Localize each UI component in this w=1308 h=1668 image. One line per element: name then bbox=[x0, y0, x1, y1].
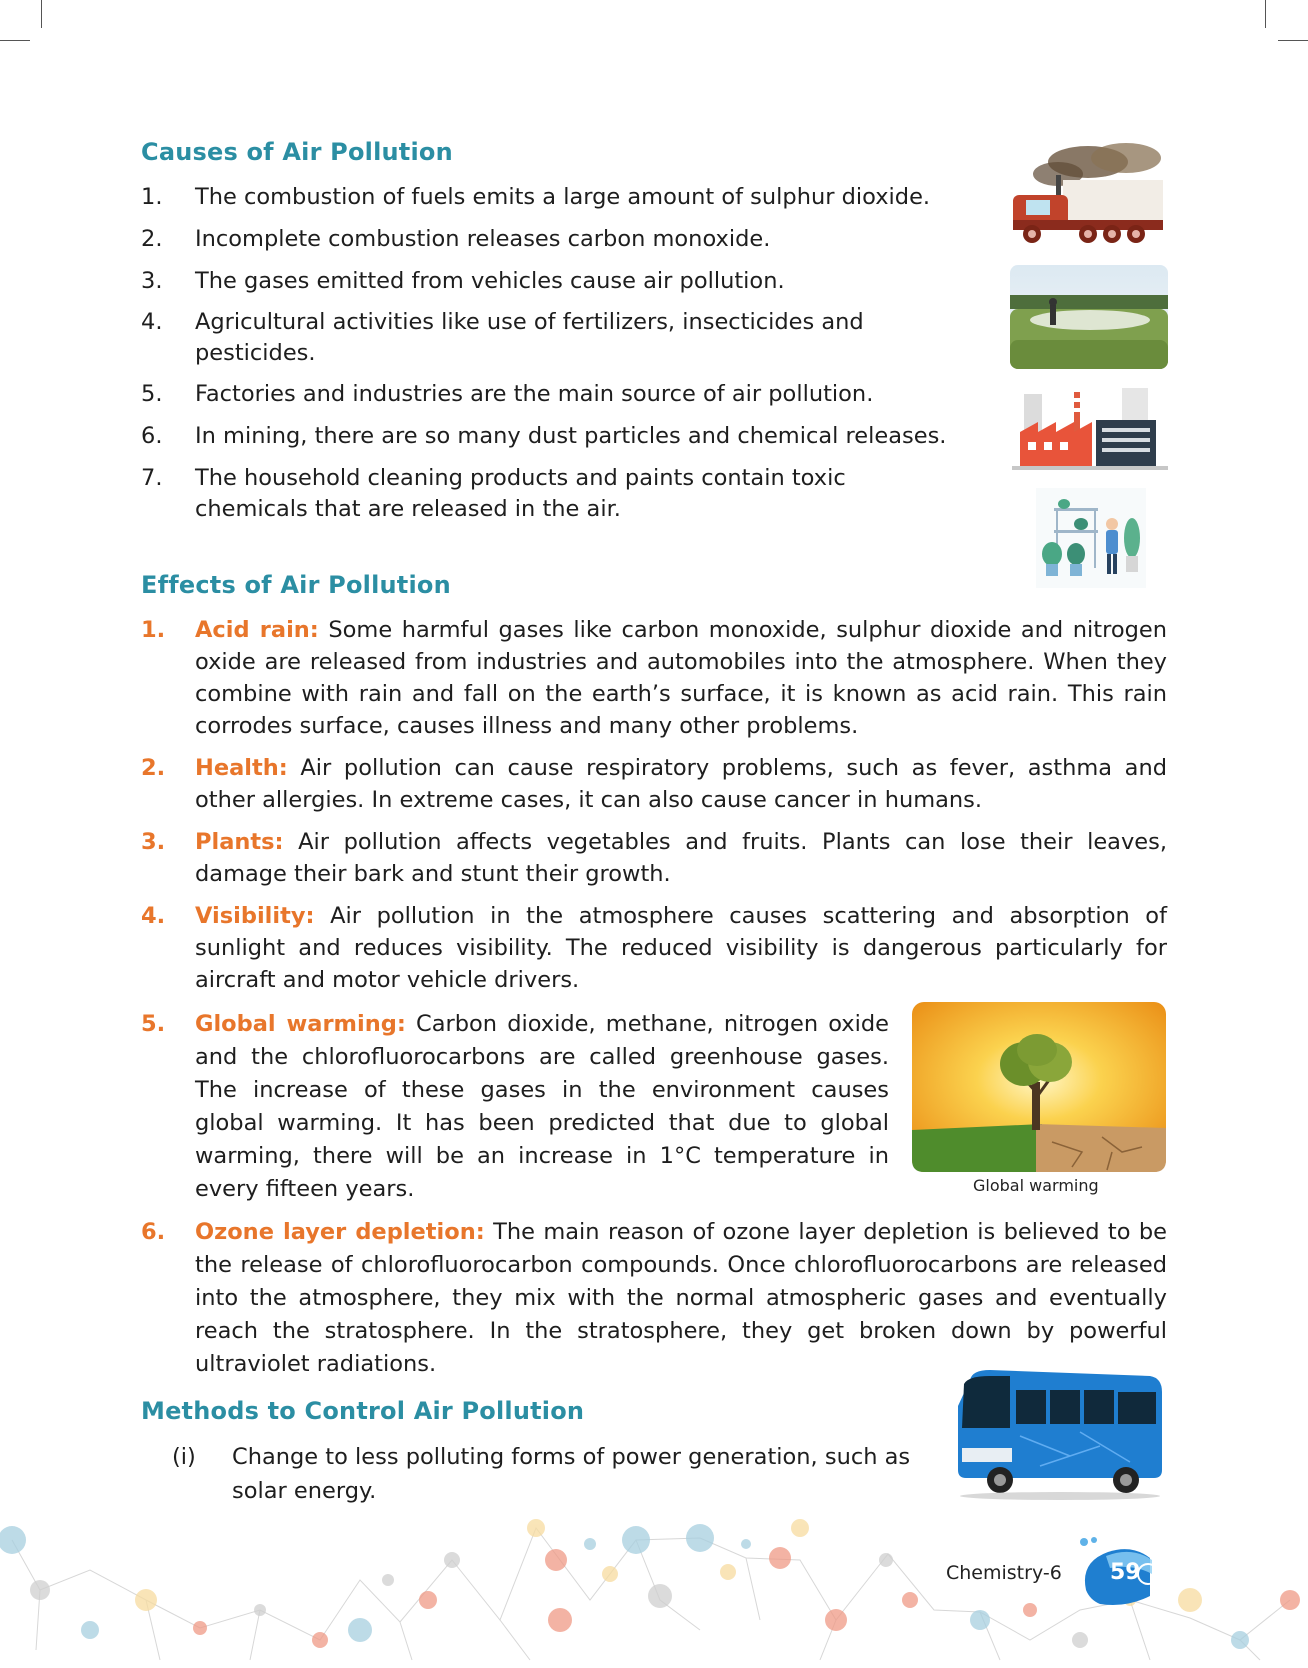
cause-text: Factories and industries are the main source of air pollution. bbox=[195, 381, 874, 407]
cause-number: 2. bbox=[141, 226, 163, 252]
method-text: Change to less polluting forms of power generation, such as solar energy. bbox=[232, 1444, 911, 1504]
page-number: 59 bbox=[1110, 1560, 1141, 1585]
effect-item bbox=[141, 1216, 1167, 1381]
effect-text: Air pollution in the atmosphere causes scattering and absorption of sunlight and reduces visibility. The reduced visibility is dangerous particularly for aircraft and motor vehicle drivers. bbox=[195, 903, 1167, 993]
cause-text: The household cleaning products and paints contain toxic chemicals that are released in the air. bbox=[195, 465, 846, 522]
factory-illustration bbox=[1012, 384, 1168, 472]
cause-item bbox=[141, 379, 961, 410]
footer-subject: Chemistry-6 bbox=[946, 1562, 1062, 1584]
crop-mark bbox=[41, 0, 42, 28]
cause-text: In mining, there are so many dust particles and chemical releases. bbox=[195, 423, 947, 449]
field-spraying-photo bbox=[1010, 265, 1168, 369]
electric-bus-illustration bbox=[950, 1366, 1166, 1502]
effect-term: Visibility: bbox=[195, 903, 315, 929]
effect-term: Acid rain: bbox=[195, 617, 319, 643]
method-number: (i) bbox=[172, 1444, 196, 1470]
effect-text: Carbon dioxide, methane, nitrogen oxide and the chlorofluorocarbons are called greenhouse gases. The increase of these gases in the environment causes global warming. It has been predicted that due to global warming, there will be an increase in 1°C temperature in every fifteen years. bbox=[195, 1011, 889, 1202]
effect-number: 5. bbox=[141, 1011, 166, 1037]
global-warming-photo bbox=[912, 1002, 1166, 1172]
effect-term: Health: bbox=[195, 755, 288, 781]
cause-number: 6. bbox=[141, 423, 163, 449]
cause-number: 5. bbox=[141, 381, 163, 407]
crop-mark bbox=[0, 40, 30, 41]
truck-illustration bbox=[1008, 140, 1166, 248]
effect-number: 6. bbox=[141, 1219, 166, 1245]
global-warming-caption: Global warming bbox=[973, 1176, 1099, 1195]
cause-text: Incomplete combustion releases carbon monoxide. bbox=[195, 226, 771, 252]
cause-number: 7. bbox=[141, 465, 163, 491]
cause-item bbox=[141, 224, 961, 255]
cause-number: 3. bbox=[141, 268, 163, 294]
cause-item bbox=[141, 463, 956, 525]
crop-mark bbox=[1278, 40, 1308, 41]
cause-text: The combustion of fuels emits a large amount of sulphur dioxide. bbox=[195, 184, 931, 210]
methods-heading: Methods to Control Air Pollution bbox=[141, 1397, 585, 1425]
effect-item bbox=[141, 1008, 889, 1206]
cause-text: Agricultural activities like use of fertilizers, insecticides and pesticides. bbox=[195, 309, 864, 366]
cause-item bbox=[141, 182, 961, 213]
effect-number: 3. bbox=[141, 829, 166, 855]
cause-number: 1. bbox=[141, 184, 163, 210]
cause-number: 4. bbox=[141, 309, 163, 335]
effect-item bbox=[141, 826, 1167, 890]
effect-term: Ozone layer depletion: bbox=[195, 1219, 485, 1245]
effect-text: Some harmful gases like carbon monoxide, sulphur dioxide and nitrogen oxide are released from industries and automobiles into the atmosphere. When they combine with rain and fall on the earth’s surface, it is known as acid rain. This rain corrodes surface, causes illness and many other problems. bbox=[195, 617, 1167, 739]
effect-text: Air pollution affects vegetables and fruits. Plants can lose their leaves, damage their bark and stunt their growth. bbox=[195, 829, 1168, 887]
effects-heading: Effects of Air Pollution bbox=[141, 571, 451, 599]
effect-number: 4. bbox=[141, 903, 166, 929]
crop-mark bbox=[1265, 0, 1266, 28]
cause-text: The gases emitted from vehicles cause air pollution. bbox=[195, 268, 785, 294]
effect-text: The main reason of ozone layer depletion is believed to be the release of chlorofluorocarbon compounds. Once chlorofluorocarbons are released into the atmosphere, they mix with the normal atmospheric gases and eventually reach the stratosphere. In the stratosphere, they get broken down by powerful ultraviolet radiations. bbox=[195, 1219, 1167, 1377]
causes-heading: Causes of Air Pollution bbox=[141, 138, 453, 166]
cause-item bbox=[141, 266, 961, 297]
effect-term: Global warming: bbox=[195, 1011, 406, 1037]
effect-number: 1. bbox=[141, 617, 166, 643]
effect-item bbox=[141, 752, 1167, 816]
cause-item bbox=[141, 307, 881, 369]
effect-text: Air pollution can cause respiratory problems, such as fever, asthma and other allergies. In extreme cases, it can also cause cancer in humans. bbox=[195, 755, 1168, 813]
method-item bbox=[172, 1440, 932, 1508]
effect-item bbox=[141, 900, 1167, 996]
household-plants-illustration bbox=[1036, 488, 1146, 588]
effect-term: Plants: bbox=[195, 829, 284, 855]
cause-item bbox=[141, 421, 961, 452]
effect-number: 2. bbox=[141, 755, 166, 781]
effect-item bbox=[141, 614, 1167, 742]
